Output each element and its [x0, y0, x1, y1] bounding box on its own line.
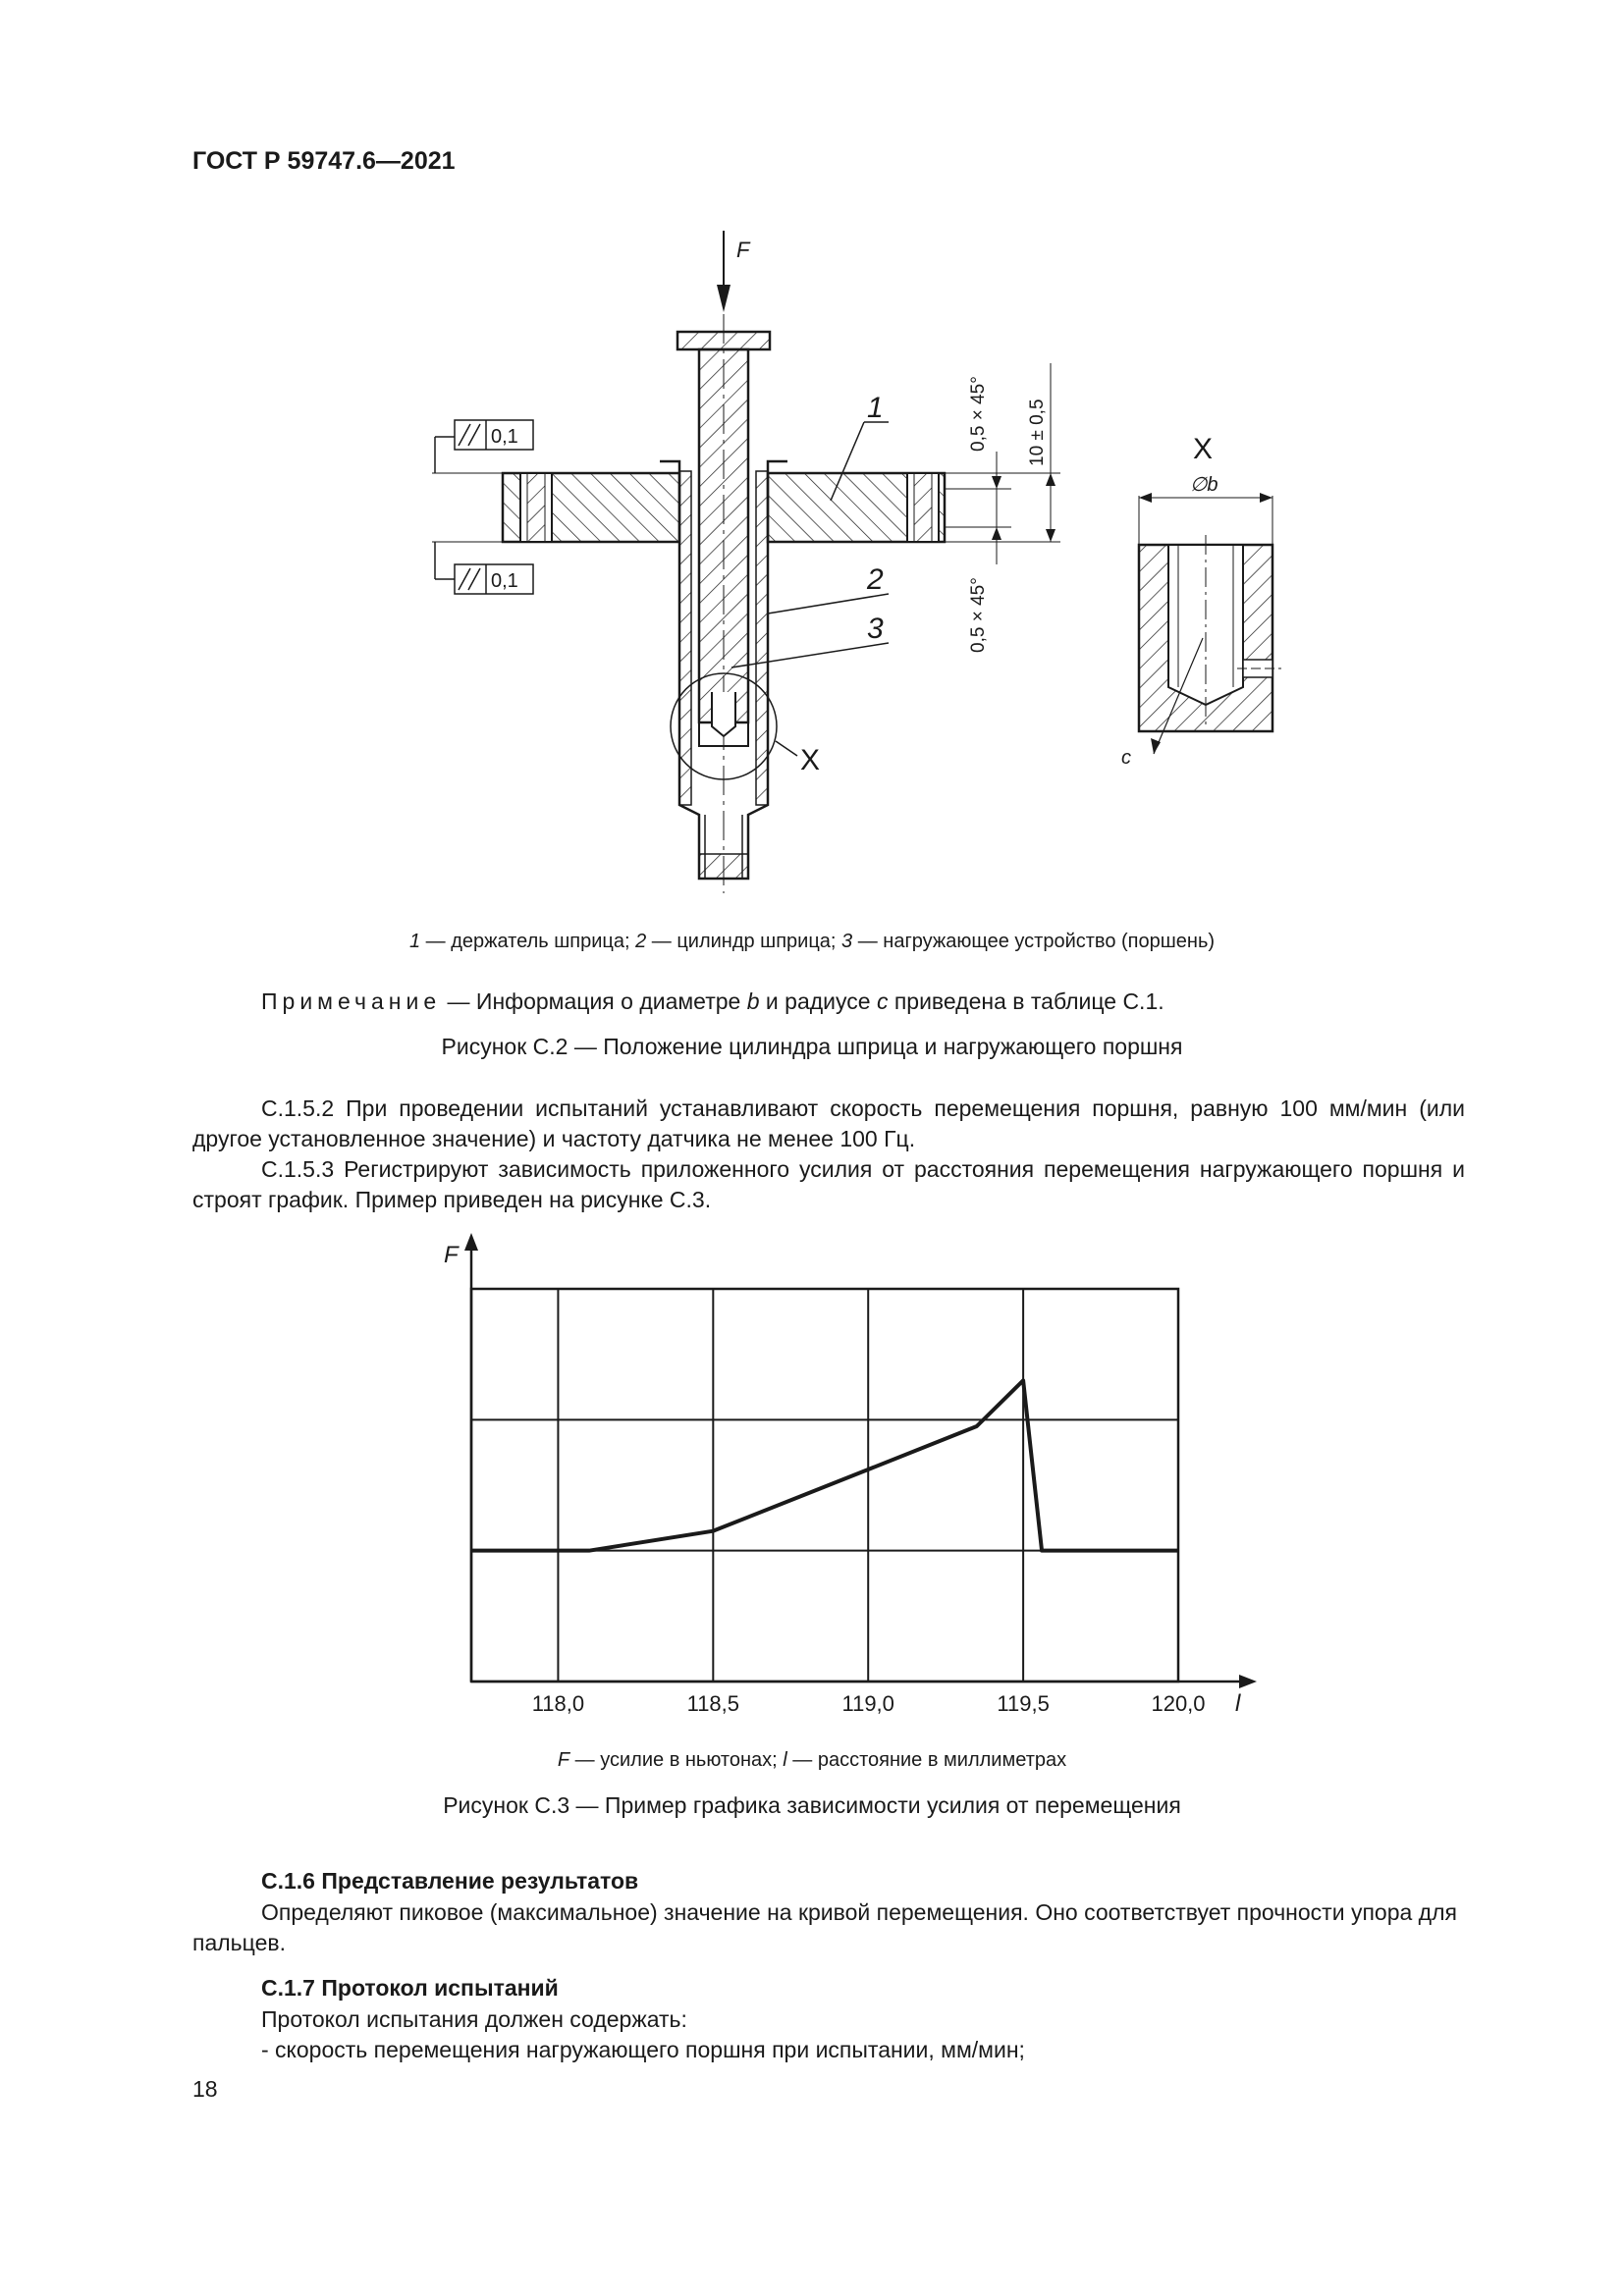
- chart-ticks: [532, 1691, 1206, 1716]
- figure-c2-title: Рисунок С.2 — Положение цилиндра шприца и нагружающего поршня: [441, 1034, 1183, 1059]
- x-tick-label: 120,0: [1151, 1691, 1206, 1716]
- svg-text:2: 2: [867, 563, 884, 596]
- force-curve: [471, 1380, 1178, 1550]
- svg-text:0,1: 0,1: [491, 426, 518, 448]
- y-axis-arrow: [464, 1233, 478, 1251]
- figure-c3-title: Рисунок С.3 — Пример графика зависимости усилия от перемещения: [443, 1792, 1181, 1818]
- force-arrow: [717, 231, 731, 312]
- svg-text:0,1: 0,1: [491, 570, 518, 592]
- x-tick-label: 119,0: [841, 1691, 894, 1716]
- dim-chamfer-top: 0,5 × 45°: [968, 376, 989, 452]
- callout-3: [731, 613, 889, 667]
- figure-c2-drawing: [0, 0, 1624, 923]
- y-axis-label: F: [444, 1242, 459, 1268]
- dim-radius: c: [1121, 747, 1131, 769]
- page-number: 18: [192, 2076, 218, 2102]
- svg-text:3: 3: [867, 613, 884, 645]
- paragraph-c153: С.1.5.3 Регистрируют зависимость приложенного усилия от расстояния перемещения нагружающего поршня и строят график. Пример приведен на рисунке С.3.: [192, 1156, 1465, 1212]
- tolerance-frame-bottom: [432, 542, 533, 594]
- dim-diameter: ∅b: [1190, 474, 1218, 496]
- detail-view: [1139, 493, 1281, 754]
- figure-c3-legend: F — усилие в ньютонах; l — расстояние в миллиметрах: [557, 1749, 1067, 1771]
- detail-view-label: X: [1193, 433, 1214, 465]
- section-c17-line2: - скорость перемещения нагружающего поршня при испытании, мм/мин;: [261, 2037, 1025, 2062]
- x-axis-label: l: [1235, 1690, 1241, 1717]
- detail-label-x: X: [800, 744, 821, 776]
- dim-chamfer-bottom: 0,5 × 45°: [968, 577, 989, 653]
- figure-c3-chart: [0, 1227, 1624, 1737]
- paragraph-c152: С.1.5.2 При проведении испытаний устанавливают скорость перемещения поршня, равную 100 мм/мин (или другое установленное значение) и частоту датчика не менее 100 Гц.: [192, 1095, 1465, 1151]
- x-tick-label: 118,0: [531, 1691, 585, 1716]
- section-c16-heading: С.1.6 Представление результатов: [261, 1868, 639, 1894]
- section-c17-line1: Протокол испытания должен содержать:: [261, 2006, 687, 2032]
- chart-series: [471, 1380, 1178, 1550]
- callout-2: [768, 563, 889, 614]
- figure-c2-note: Примечание — Информация о диаметре b и радиусе c приведена в таблице С.1.: [261, 988, 1164, 1014]
- x-tick-label: 118,5: [686, 1691, 740, 1716]
- dim-height: 10 ± 0,5: [1027, 399, 1048, 466]
- x-axis-arrow: [1239, 1675, 1257, 1688]
- force-label: F: [736, 238, 750, 262]
- section-c16-text: Определяют пиковое (максимальное) значение на кривой перемещения. Оно соответствует прочности упора для пальцев.: [192, 1899, 1457, 1955]
- figure-c2-legend: 1 — держатель шприца; 2 — цилиндр шприца; 3 — нагружающее устройство (поршень): [408, 931, 1216, 952]
- section-c17-heading: С.1.7 Протокол испытаний: [261, 1975, 559, 2001]
- tolerance-frame-top: [432, 420, 533, 473]
- chart-axes: [464, 1233, 1257, 1688]
- document-header: ГОСТ Р 59747.6—2021: [192, 147, 456, 175]
- x-tick-label: 119,5: [997, 1691, 1050, 1716]
- svg-text:1: 1: [867, 392, 884, 424]
